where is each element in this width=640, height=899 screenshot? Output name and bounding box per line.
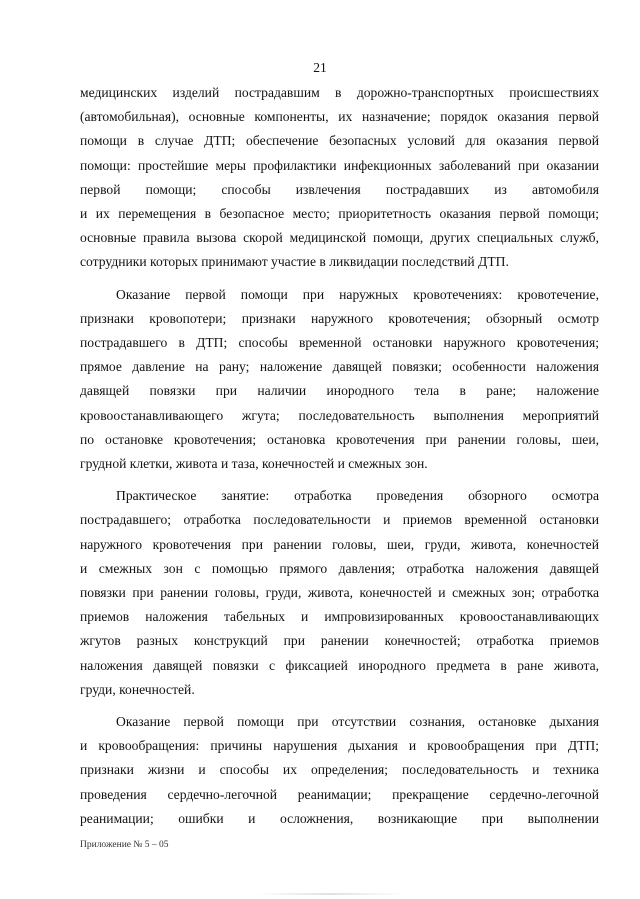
text-line: Оказание первой помощи при наружных кровотечениях: кровотечение,	[116, 286, 599, 302]
text-line: кровоостанавливающего жгута; последовательность выполнения мероприятий	[80, 407, 599, 423]
text-line: Оказание первой помощи при отсутствии сознания, остановке дыхания	[116, 714, 599, 730]
scan-artifact	[255, 893, 405, 895]
text-line: помощи: простейшие меры профилактики инфекционных заболеваний при оказании	[80, 157, 599, 173]
text-line: прямое давление на рану; наложение давящей повязки; особенности наложения	[80, 359, 599, 375]
paragraph-gap	[80, 702, 599, 710]
text-line: и их перемещения в безопасное место; приоритетность оказания первой помощи;	[80, 206, 599, 222]
text-line: и кровообращения: причины нарушения дыхания и кровообращения при ДТП;	[80, 738, 599, 754]
text-line: пострадавшего в ДТП; способы временной остановки наружного кровотечения;	[80, 335, 599, 351]
text-line: реанимации; ошибки и осложнения, возникающие при выполнении	[80, 810, 599, 826]
text-line: повязки при ранении головы, груди, живота, конечностей и смежных зон; отработка	[80, 585, 599, 601]
text-line: пострадавшего; отработка последовательности и приемов временной остановки	[80, 512, 599, 528]
text-line: жгутов разных конструкций при ранении конечностей; отработка приемов	[80, 633, 599, 649]
text-line: давящей повязки при наличии инородного тела в ране; наложение	[80, 383, 599, 399]
text-line: и смежных зон с помощью прямого давления; отработка наложения давящей	[80, 560, 599, 576]
document-body	[80, 81, 599, 831]
text-line: медицинских изделий пострадавшим в дорожно-транспортных происшествиях	[80, 85, 599, 100]
paragraph	[80, 81, 599, 275]
text-line: признаки жизни и способы их определения; последовательность и техника	[80, 762, 599, 778]
text-line: по остановке кровотечения; остановка кровотечения при ранении головы, шеи,	[80, 431, 599, 447]
page-number: 21	[313, 60, 327, 75]
paragraph	[80, 484, 599, 702]
paragraph	[80, 283, 599, 477]
text-line: первой помощи; способы извлечения пострадавших из автомобиля	[80, 181, 599, 197]
text-line: груди, конечностей.	[80, 681, 195, 697]
text-line: проведения сердечно-легочной реанимации; прекращение сердечно-легочной	[80, 786, 599, 802]
text-line: Практическое занятие: отработка проведения обзорного осмотра	[116, 488, 599, 504]
text-line: основные правила вызова скорой медицинской помощи, других специальных служб,	[80, 230, 599, 246]
text-line: признаки кровопотери; признаки наружного кровотечения; обзорный осмотр	[80, 310, 599, 326]
text-line: помощи в случае ДТП; обеспечение безопасных условий для оказания первой	[80, 133, 599, 149]
paragraph-gap	[80, 275, 599, 283]
text-line: наложения давящей повязки с фиксацией инородного предмета в ране живота,	[80, 657, 599, 673]
text-line: грудной клетки, живота и таза, конечностей и смежных зон.	[80, 456, 428, 472]
footer-note: Приложение № 5 – 05	[80, 840, 169, 850]
text-line: сотрудники которых принимают участие в ликвидации последствий ДТП.	[80, 254, 509, 270]
text-line: наружного кровотечения при ранении головы, шеи, груди, живота, конечностей	[80, 536, 599, 552]
text-line: приемов наложения табельных и импровизированных кровоостанавливающих	[80, 609, 599, 625]
paragraph	[80, 710, 599, 831]
paragraph-gap	[80, 476, 599, 484]
text-line: (автомобильная), основные компоненты, их назначение; порядок оказания первой	[80, 109, 599, 125]
